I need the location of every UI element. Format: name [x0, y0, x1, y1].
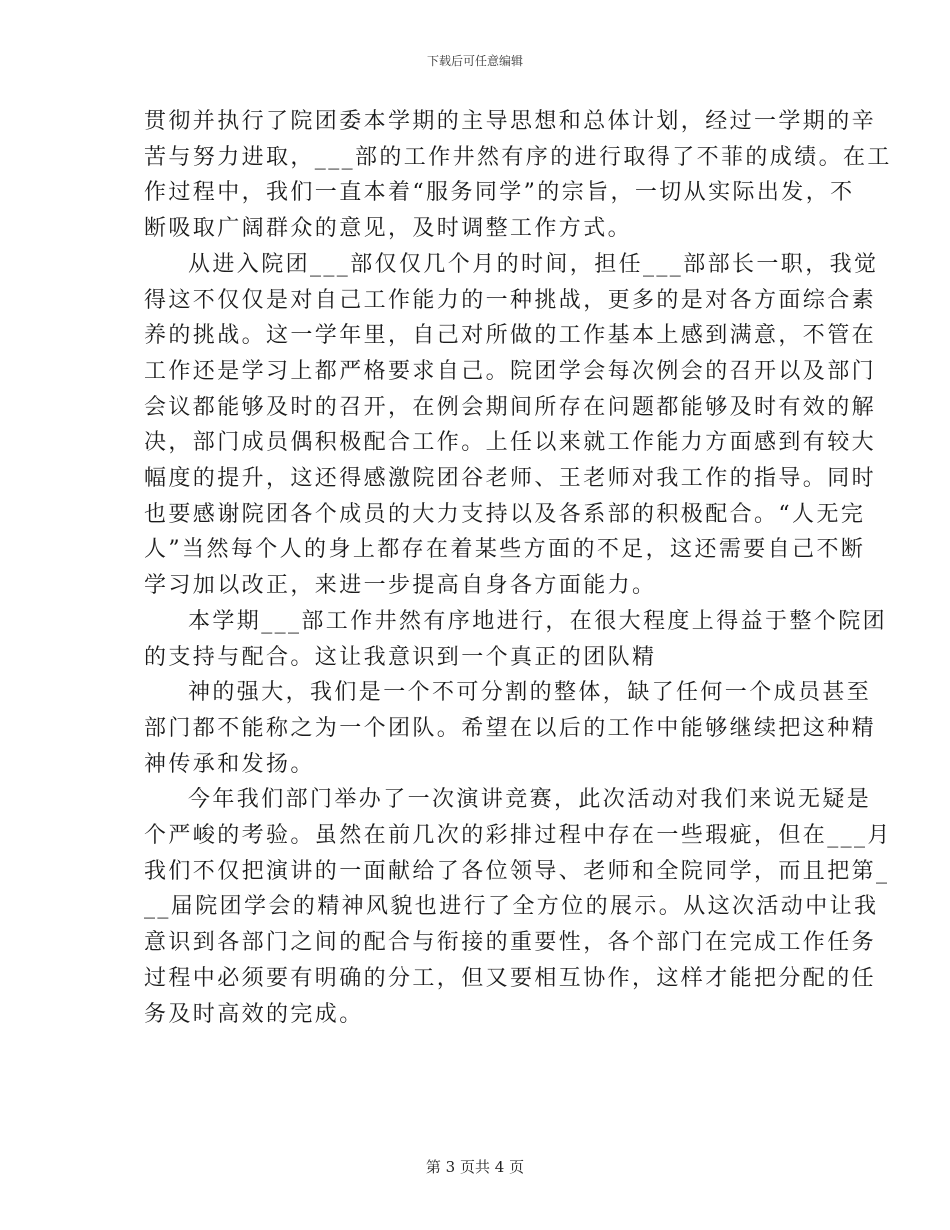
- paragraph-5: [144, 782, 892, 1032]
- text-line: 会议都能够及时的召开，在例会期间所存在问题都能够及时有效的解: [144, 394, 877, 420]
- text-line: 人”当然每个人的身上都存在着某些方面的不足，这还需要自己不断: [144, 537, 866, 563]
- document-body: [144, 104, 892, 1032]
- page-header: 下载后可任意编辑: [426, 54, 523, 68]
- text-line: 学习加以改正，来进一步提高自身各方面能力。: [144, 573, 657, 599]
- paragraph-1: [144, 104, 892, 247]
- paragraph-4: [144, 675, 877, 782]
- text-line: 今年我们部门举办了一次演讲竞赛，此次活动对我们来说无疑是: [188, 787, 872, 813]
- text-line: 幅度的提升，这还得感激院团谷老师、王老师对我工作的指导。同时: [144, 466, 877, 492]
- text-line: 作过程中，我们一直本着“服务同学”的宗旨，一切从实际出发，不: [144, 180, 855, 206]
- text-line: 我们不仅把演讲的一面献给了各位领导、老师和全院同学，而且把第_: [144, 858, 890, 884]
- page-number: 第 3 页共 4 页: [425, 1158, 525, 1176]
- text-line: 部门都不能称之为一个团队。希望在以后的工作中能够继续把这种精: [144, 715, 877, 741]
- paragraph-3: [144, 604, 888, 675]
- text-line: 工作还是学习上都严格要求自己。院团学会每次例会的召开以及部门: [144, 358, 877, 384]
- text-line: 养的挑战。这一学年里，自己对所做的工作基本上感到满意，不管在: [144, 323, 877, 349]
- text-line: 务及时高效的完成。: [144, 1001, 364, 1027]
- text-line: 贯彻并执行了院团委本学期的主导思想和总体计划，经过一学期的辛: [144, 109, 877, 134]
- text-line: 的支持与配合。这让我意识到一个真正的团队精: [144, 644, 657, 670]
- text-line: 个严峻的考验。虽然在前几次的彩排过程中存在一些瑕疵，但在___月: [144, 823, 892, 849]
- text-line: 意识到各部门之间的配合与衔接的重要性，各个部门在完成工作任务: [144, 930, 877, 956]
- paragraph-2: [144, 247, 879, 604]
- text-line: 神的强大，我们是一个不可分割的整体，缺了任何一个成员甚至: [188, 680, 872, 706]
- text-line: 决，部门成员偶积极配合工作。上任以来就工作能力方面感到有较大: [144, 430, 877, 456]
- text-line: 从进入院团___部仅仅几个月的时间，担任___部部长一职，我觉: [188, 251, 879, 277]
- text-line: 苦与努力进取，___部的工作井然有序的进行取得了不菲的成绩。在工: [144, 144, 892, 170]
- text-line: 本学期___部工作井然有序地进行，在很大程度上得益于整个院团: [188, 608, 888, 634]
- text-line: __届院团学会的精神风貌也进行了全方位的展示。从这次活动中让我: [144, 894, 879, 920]
- text-line: 得这不仅仅是对自己工作能力的一种挑战，更多的是对各方面综合素: [144, 287, 877, 313]
- text-line: 断吸取广阔群众的意见，及时调整工作方式。: [144, 216, 633, 242]
- text-line: 也要感谢院团各个成员的大力支持以及各系部的积极配合。“人无完: [144, 501, 866, 527]
- text-line: 过程中必须要有明确的分工，但又要相互协作，这样才能把分配的任: [144, 965, 877, 991]
- text-line: 神传承和发扬。: [144, 751, 315, 777]
